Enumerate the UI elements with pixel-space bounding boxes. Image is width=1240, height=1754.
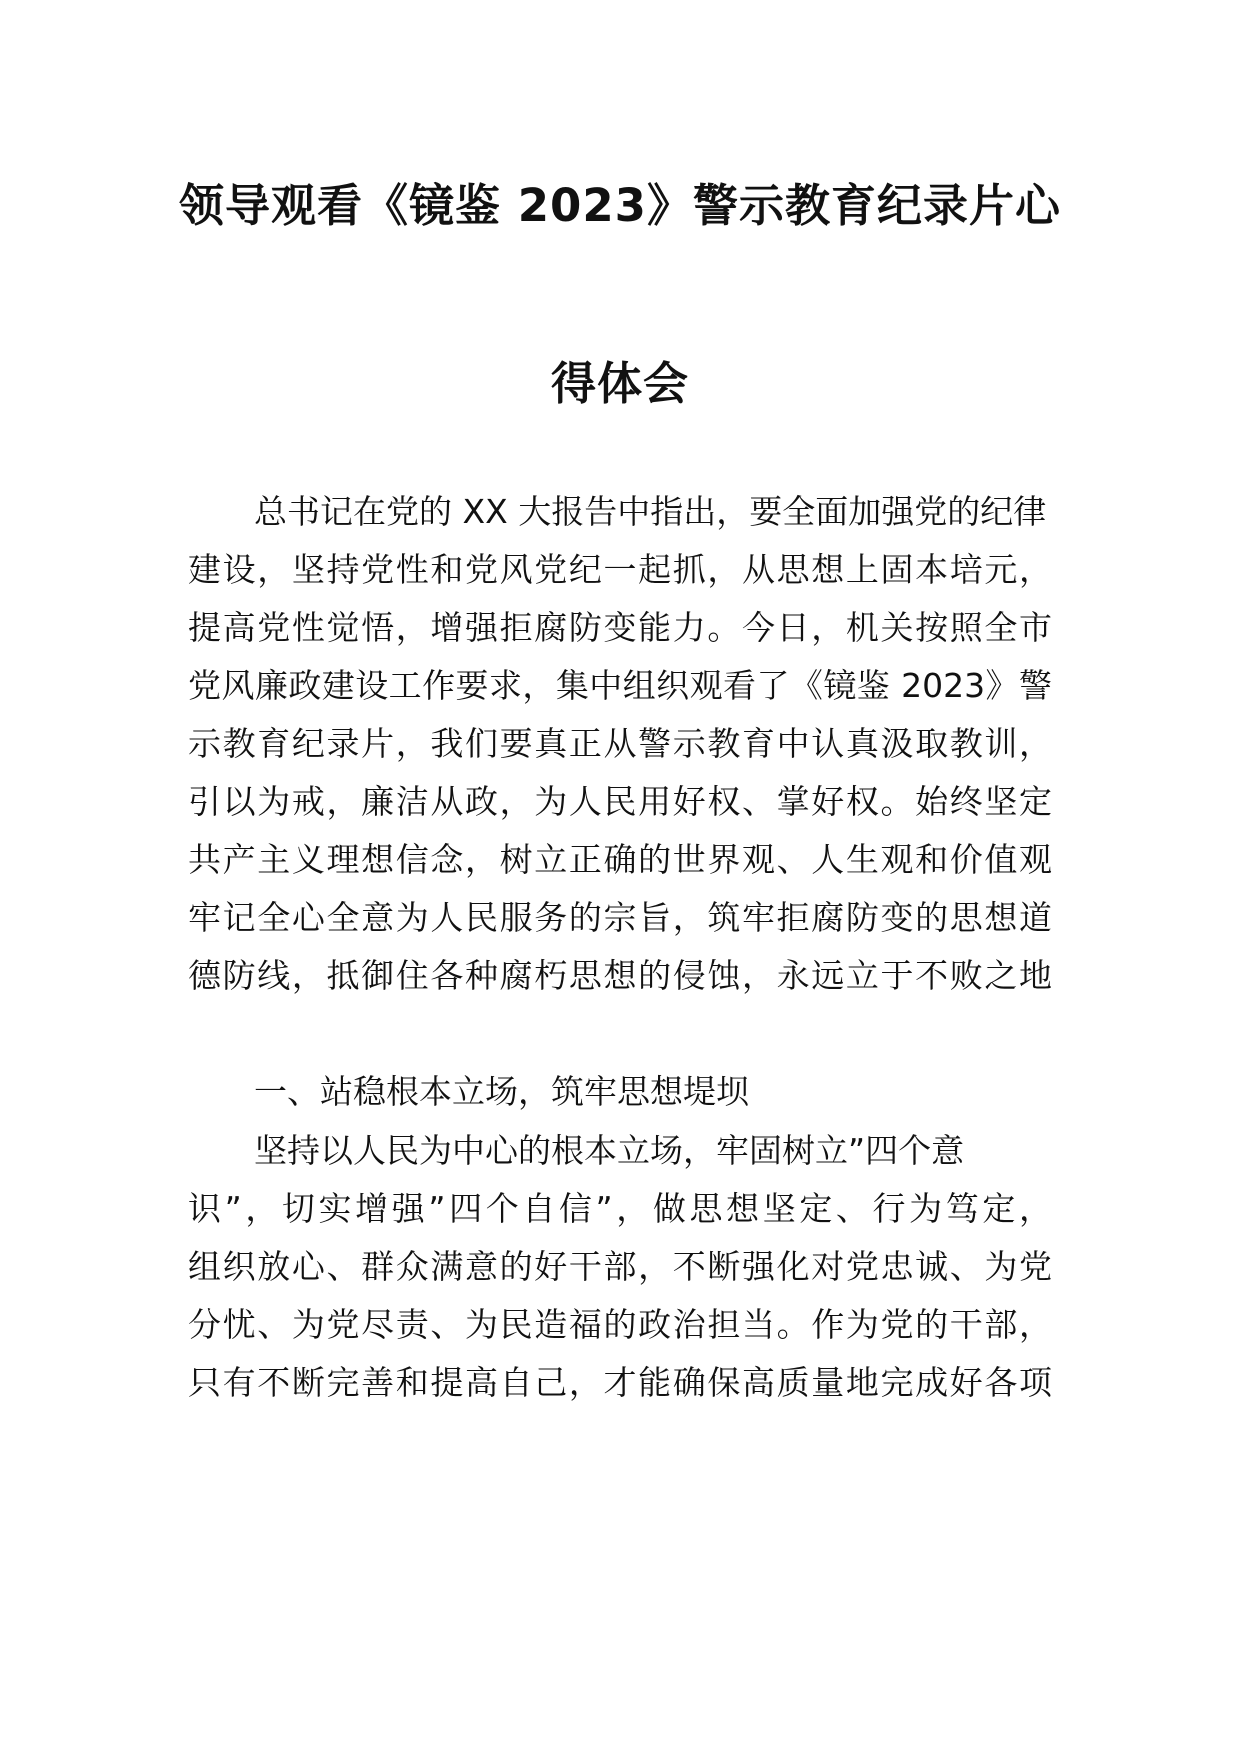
- intro-line-2: 建设，坚持党性和党风党纪一起抓，从思想上固本培元，: [188, 550, 1052, 589]
- document-title-line-1: 领导观看《镜鉴 2023》警示教育纪录片心: [179, 179, 1061, 232]
- intro-line-9: 德防线，抵御住各种腐朽思想的侵蚀，永远立于不败之地: [188, 956, 1052, 995]
- section-1-line-5: 只有不断完善和提高自己，才能确保高质量地完成好各项: [188, 1363, 1052, 1402]
- document-title-line-2: 得体会: [550, 357, 689, 410]
- intro-line-4: 党风廉政建设工作要求，集中组织观看了《镜鉴 2023》警: [188, 666, 1052, 705]
- intro-line-5: 示教育纪录片，我们要真正从警示教育中认真汲取教训，: [188, 724, 1052, 763]
- intro-line-6: 引以为戒，廉洁从政，为人民用好权、掌好权。始终坚定: [188, 782, 1052, 821]
- section-1-line-4: 分忧、为党尽责、为民造福的政治担当。作为党的干部，: [188, 1305, 1052, 1344]
- intro-line-1: 总书记在党的 XX 大报告中指出，要全面加强党的纪律: [254, 492, 1047, 531]
- intro-line-3: 提高党性觉悟，增强拒腐防变能力。今日，机关按照全市: [188, 608, 1052, 647]
- section-1-line-2: 识”，切实增强”四个自信”，做思想坚定、行为笃定，: [188, 1189, 1052, 1228]
- section-1-line-3: 组织放心、群众满意的好干部，不断强化对党忠诚、为党: [188, 1247, 1052, 1286]
- section-1-heading: 一、站稳根本立场，筑牢思想堤坝: [254, 1072, 749, 1111]
- section-1-line-1: 坚持以人民为中心的根本立场，牢固树立”四个意: [254, 1131, 965, 1170]
- intro-line-7: 共产主义理想信念，树立正确的世界观、人生观和价值观: [188, 840, 1052, 879]
- intro-line-8: 牢记全心全意为人民服务的宗旨，筑牢拒腐防变的思想道: [188, 898, 1052, 937]
